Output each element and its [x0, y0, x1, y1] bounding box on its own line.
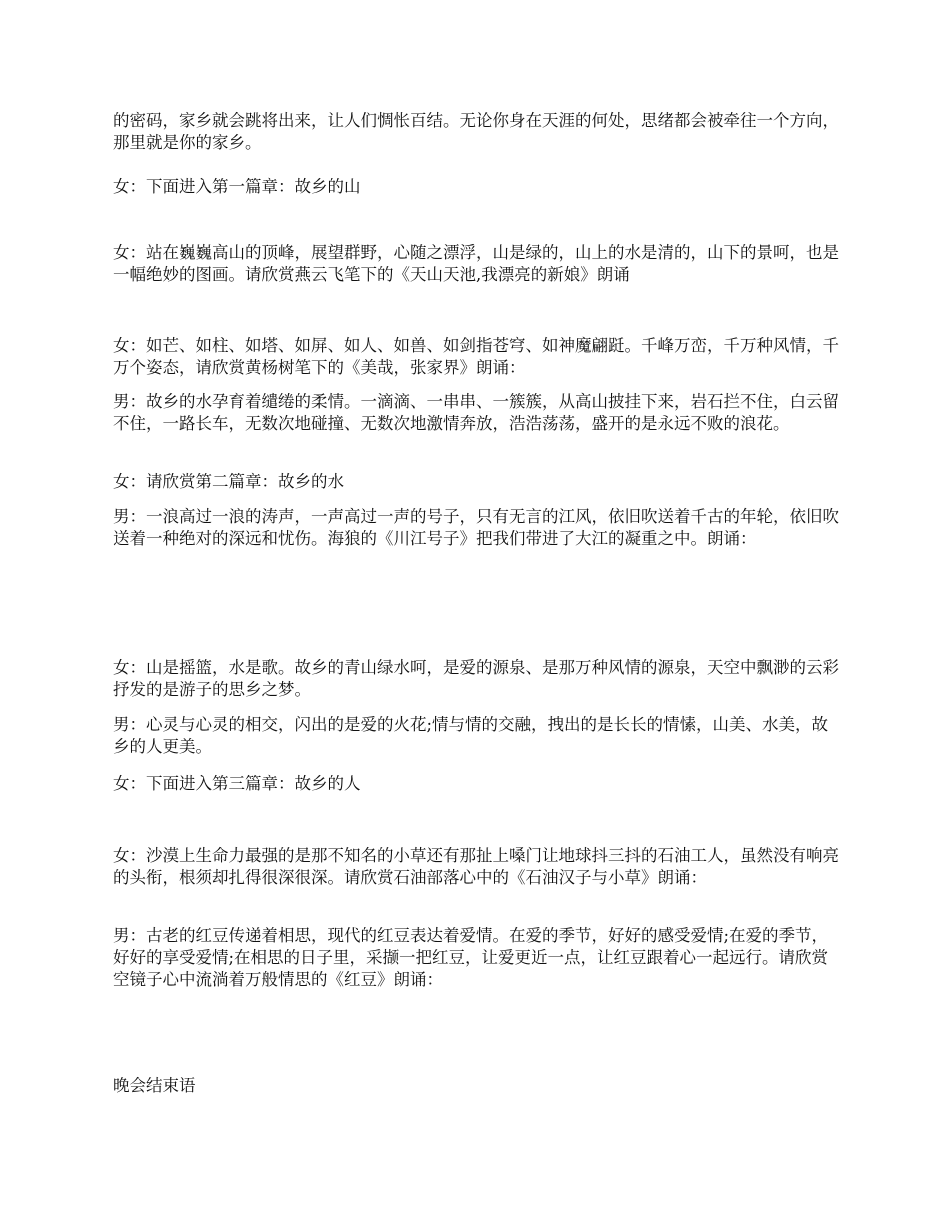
paragraph-heart-meeting: 男：心灵与心灵的相交，闪出的是爱的火花;情与情的交融，拽出的是长长的情愫，山美、水美，故乡的人更美。	[113, 715, 829, 756]
paragraph-mountain-cradle: 女：山是摇篮，水是歌。故乡的青山绿水呵，是爱的源泉、是那万种风情的源泉，天空中飘渺的云彩抒发的是游子的思乡之梦。	[113, 658, 839, 699]
paragraph-water-tenderness: 男：故乡的水孕育着缱绻的柔情。一滴滴、一串串、一簇簇，从高山披挂下来，岩石拦不住，白云留不住，一路长车，无数次地碰撞、无数次地激情奔放，浩浩荡荡，盛开的是永远不败的浪花。	[113, 392, 839, 433]
paragraph-chuanjiang-intro: 男：一浪高过一浪的涛声，一声高过一声的号子，只有无言的江风，依旧吹送着千古的年轮，依旧吹送着一种绝对的深远和忧伤。海狼的《川江号子》把我们带进了大江的凝重之中。朗诵：	[113, 507, 839, 548]
paragraph-intro-continued: 的密码，家乡就会跳将出来，让人们惆怅百结。无论你身在天涯的何处，思绪都会被牵往一个方向，那里就是你的家乡。	[113, 111, 839, 152]
paragraph-red-bean-intro: 男：古老的红豆传递着相思，现代的红豆表达着爱情。在爱的季节，好好的感受爱情;在爱的季节，好好的享受爱情;在相思的日子里，采撷一把红豆，让爱更近一点，让红豆跟着心一起远行。请欣赏空镜子心中流淌着万般情思的《红豆》朗诵：	[113, 926, 829, 989]
paragraph-chapter-one-heading: 女：下面进入第一篇章：故乡的山	[113, 177, 361, 196]
paragraph-oil-worker-intro: 女：沙漠上生命力最强的是那不知名的小草还有那扯上嗓门让地球抖三抖的石油工人，虽然没有响亮的头衔，根须却扎得很深很深。请欣赏石油部落心中的《石油汉子与小草》朗诵：	[113, 846, 839, 887]
paragraph-chapter-three-heading: 女：下面进入第三篇章：故乡的人	[113, 774, 361, 793]
paragraph-tianshan-intro: 女：站在巍巍高山的顶峰，展望群野，心随之漂浮，山是绿的，山上的水是清的，山下的景呵，也是一幅绝妙的图画。请欣赏燕云飞笔下的《天山天池,我漂亮的新娘》朗诵	[113, 243, 839, 284]
paragraph-zhangjiajie-intro: 女：如芒、如柱、如塔、如屏、如人、如兽、如剑指苍穹、如神魔翩跹。千峰万峦，千万种风情，千万个姿态，请欣赏黄杨树笔下的《美哉，张家界》朗诵：	[113, 336, 839, 377]
paragraph-closing-heading: 晚会结束语	[113, 1076, 196, 1095]
paragraph-chapter-two-heading: 女：请欣赏第二篇章：故乡的水	[113, 472, 344, 491]
